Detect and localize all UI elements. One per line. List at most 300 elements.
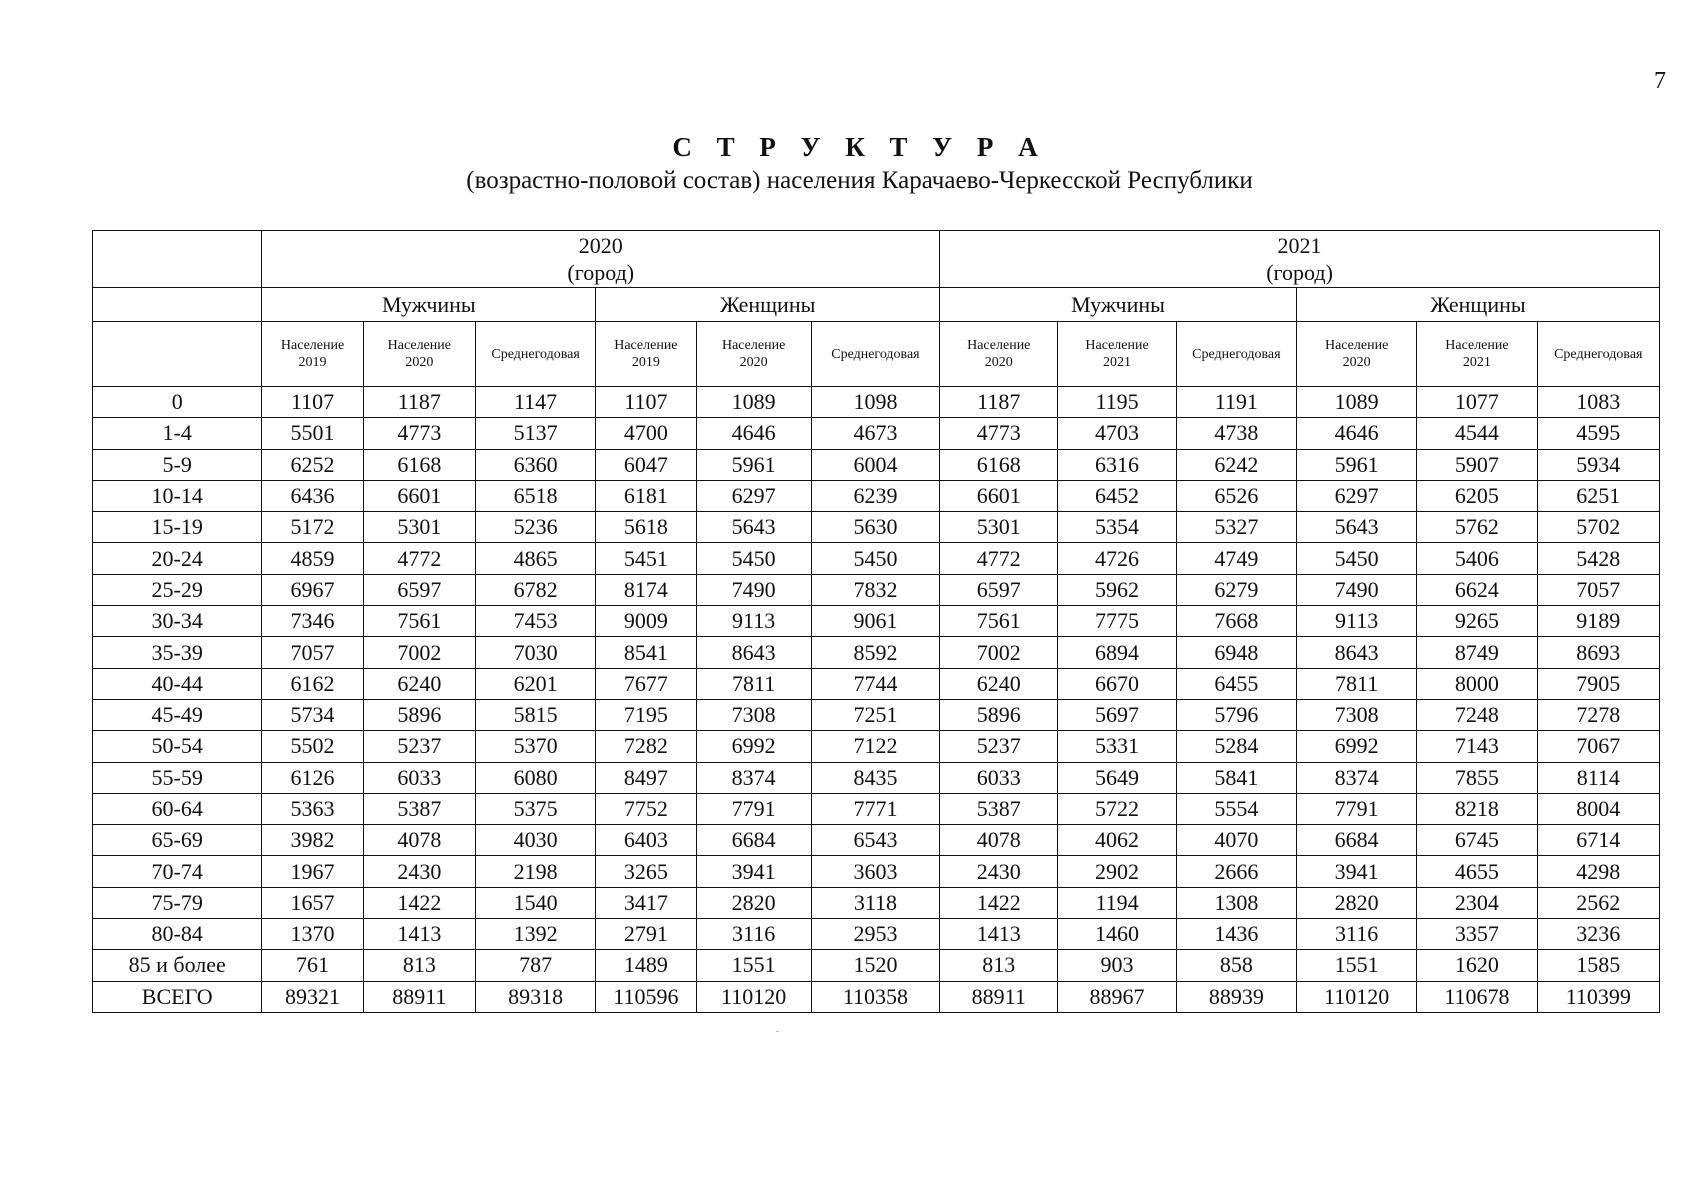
value-cell: 1551: [1296, 950, 1416, 981]
table-row: [93, 449, 1660, 480]
table-row: [93, 731, 1660, 762]
value-cell: 6992: [1296, 731, 1416, 762]
value-cell: 2953: [811, 919, 939, 950]
table-row: [93, 480, 1660, 511]
subheader-label: Среднегодовая: [831, 346, 920, 362]
value-cell: 1585: [1537, 950, 1659, 981]
table-row: [93, 825, 1660, 856]
column-subheader: [696, 322, 811, 387]
value-cell: 110399: [1537, 981, 1659, 1012]
column-subheader: [1296, 322, 1416, 387]
year-label: 2020: [578, 233, 623, 258]
table-row: [93, 574, 1660, 605]
value-cell: 1489: [596, 950, 696, 981]
age-group-cell: 20-24: [93, 543, 262, 574]
table-row: [93, 981, 1660, 1012]
value-cell: 4772: [940, 543, 1058, 574]
value-cell: 2430: [363, 856, 475, 887]
value-cell: 6782: [475, 574, 595, 605]
value-cell: 9009: [596, 606, 696, 637]
value-cell: 6436: [262, 480, 363, 511]
sex-header-men-2021: Мужчины: [940, 288, 1297, 322]
value-cell: 1620: [1417, 950, 1537, 981]
value-cell: 1098: [811, 387, 939, 418]
value-cell: 1551: [696, 950, 811, 981]
year-header-row: [93, 231, 1660, 288]
value-cell: 1422: [363, 887, 475, 918]
value-cell: 9189: [1537, 606, 1659, 637]
value-cell: 7143: [1417, 731, 1537, 762]
value-cell: 6201: [475, 668, 595, 699]
value-cell: 7775: [1058, 606, 1176, 637]
value-cell: 4655: [1417, 856, 1537, 887]
value-cell: 89318: [475, 981, 595, 1012]
value-cell: 2791: [596, 919, 696, 950]
table-row: [93, 387, 1660, 418]
age-group-cell: 85 и более: [93, 950, 262, 981]
value-cell: 7067: [1537, 731, 1659, 762]
value-cell: 858: [1176, 950, 1296, 981]
value-cell: 88939: [1176, 981, 1296, 1012]
column-subheader: [1417, 322, 1537, 387]
value-cell: 110678: [1417, 981, 1537, 1012]
value-cell: 6126: [262, 762, 363, 793]
table-row: [93, 919, 1660, 950]
age-group-cell: 70-74: [93, 856, 262, 887]
value-cell: 8218: [1417, 793, 1537, 824]
value-cell: 1147: [475, 387, 595, 418]
value-cell: 1413: [940, 919, 1058, 950]
value-cell: 7122: [811, 731, 939, 762]
subheader-label: Население: [280, 338, 345, 353]
value-cell: 4078: [940, 825, 1058, 856]
value-cell: 8643: [696, 637, 811, 668]
age-group-cell: 10-14: [93, 480, 262, 511]
value-cell: 6714: [1537, 825, 1659, 856]
table-row: [93, 637, 1660, 668]
value-cell: 5815: [475, 699, 595, 730]
value-cell: 8592: [811, 637, 939, 668]
value-cell: 6297: [1296, 480, 1416, 511]
value-cell: 6543: [811, 825, 939, 856]
value-cell: 1077: [1417, 387, 1537, 418]
value-cell: 6168: [940, 449, 1058, 480]
value-cell: 3941: [696, 856, 811, 887]
value-cell: 5618: [596, 512, 696, 543]
value-cell: 5375: [475, 793, 595, 824]
value-cell: 88911: [940, 981, 1058, 1012]
age-group-cell: 0: [93, 387, 262, 418]
value-cell: 110596: [596, 981, 696, 1012]
value-cell: 7832: [811, 574, 939, 605]
value-cell: 8000: [1417, 668, 1537, 699]
value-cell: 7030: [475, 637, 595, 668]
value-cell: 2304: [1417, 887, 1537, 918]
value-cell: 7668: [1176, 606, 1296, 637]
value-cell: 7282: [596, 731, 696, 762]
value-cell: 88967: [1058, 981, 1176, 1012]
subheader-label: Население: [387, 338, 451, 353]
value-cell: 6240: [363, 668, 475, 699]
subheader-label: Среднегодовая: [491, 346, 580, 362]
value-cell: 5643: [1296, 512, 1416, 543]
value-cell: 5841: [1176, 762, 1296, 793]
value-cell: 7677: [596, 668, 696, 699]
value-cell: 6279: [1176, 574, 1296, 605]
value-cell: 8114: [1537, 762, 1659, 793]
value-cell: 5428: [1537, 543, 1659, 574]
value-cell: 6242: [1176, 449, 1296, 480]
value-cell: 2198: [475, 856, 595, 887]
value-cell: 6047: [596, 449, 696, 480]
year-note: (город): [1266, 260, 1333, 285]
value-cell: 5934: [1537, 449, 1659, 480]
value-cell: 5643: [696, 512, 811, 543]
value-cell: 4544: [1417, 418, 1537, 449]
value-cell: 1520: [811, 950, 939, 981]
value-cell: 6239: [811, 480, 939, 511]
value-cell: 3417: [596, 887, 696, 918]
subheader-year: 2020: [405, 355, 434, 370]
column-subheader: [475, 322, 595, 387]
column-subheader: [262, 322, 363, 387]
value-cell: 5961: [696, 449, 811, 480]
value-cell: 7811: [696, 668, 811, 699]
value-cell: 5451: [596, 543, 696, 574]
value-cell: 2902: [1058, 856, 1176, 887]
subheader-label: Население: [721, 338, 786, 353]
subheader-label: Население: [1445, 338, 1509, 353]
value-cell: 5354: [1058, 512, 1176, 543]
subheader-label: Среднегодовая: [1554, 346, 1643, 362]
value-cell: 5501: [262, 418, 363, 449]
age-group-cell: 50-54: [93, 731, 262, 762]
value-cell: 5301: [940, 512, 1058, 543]
value-cell: 9113: [696, 606, 811, 637]
value-cell: 8497: [596, 762, 696, 793]
column-subheader: [1537, 322, 1659, 387]
value-cell: 6670: [1058, 668, 1176, 699]
value-cell: 5331: [1058, 731, 1176, 762]
value-cell: 6316: [1058, 449, 1176, 480]
value-cell: 1392: [475, 919, 595, 950]
value-cell: 4773: [940, 418, 1058, 449]
subheader-year: 2020: [739, 355, 768, 370]
value-cell: 813: [363, 950, 475, 981]
value-cell: 7057: [262, 637, 363, 668]
value-cell: 7453: [475, 606, 595, 637]
value-cell: 2820: [1296, 887, 1416, 918]
value-cell: 6168: [363, 449, 475, 480]
value-cell: 1422: [940, 887, 1058, 918]
value-cell: 5734: [262, 699, 363, 730]
value-cell: 7278: [1537, 699, 1659, 730]
value-cell: 5502: [262, 731, 363, 762]
age-group-cell: 40-44: [93, 668, 262, 699]
column-subheader: [1058, 322, 1176, 387]
corner-cell: [93, 231, 262, 288]
value-cell: 6518: [475, 480, 595, 511]
value-cell: 4298: [1537, 856, 1659, 887]
year-note: (город): [567, 260, 635, 285]
age-group-cell: 80-84: [93, 919, 262, 950]
sex-header-women-2020: Женщины: [596, 288, 940, 322]
value-cell: 4772: [363, 543, 475, 574]
subheader-label: Население: [967, 338, 1031, 353]
table-row: [93, 606, 1660, 637]
value-cell: 5961: [1296, 449, 1416, 480]
value-cell: 6526: [1176, 480, 1296, 511]
value-cell: 1657: [262, 887, 363, 918]
subheader-year: 2019: [298, 355, 327, 370]
value-cell: 6967: [262, 574, 363, 605]
value-cell: 6992: [696, 731, 811, 762]
value-cell: 5630: [811, 512, 939, 543]
value-cell: 8004: [1537, 793, 1659, 824]
value-cell: 5237: [940, 731, 1058, 762]
age-group-cell: 1-4: [93, 418, 262, 449]
subheader-label: Население: [1085, 338, 1149, 353]
value-cell: 7308: [696, 699, 811, 730]
empty-cell: [93, 288, 262, 322]
value-cell: 4738: [1176, 418, 1296, 449]
age-group-cell: 55-59: [93, 762, 262, 793]
value-cell: 110358: [811, 981, 939, 1012]
value-cell: 5406: [1417, 543, 1537, 574]
age-group-cell: 60-64: [93, 793, 262, 824]
value-cell: 4673: [811, 418, 939, 449]
value-cell: 5896: [363, 699, 475, 730]
value-cell: 6297: [696, 480, 811, 511]
value-cell: 6240: [940, 668, 1058, 699]
value-cell: 7346: [262, 606, 363, 637]
value-cell: 3116: [696, 919, 811, 950]
population-structure-table: [92, 230, 1660, 1013]
value-cell: 5896: [940, 699, 1058, 730]
value-cell: 3236: [1537, 919, 1659, 950]
value-cell: 1370: [262, 919, 363, 950]
value-cell: 6452: [1058, 480, 1176, 511]
value-cell: 4700: [596, 418, 696, 449]
value-cell: 7561: [363, 606, 475, 637]
value-cell: 5172: [262, 512, 363, 543]
value-cell: 4726: [1058, 543, 1176, 574]
value-cell: 2430: [940, 856, 1058, 887]
value-cell: 6033: [940, 762, 1058, 793]
value-cell: 7195: [596, 699, 696, 730]
age-group-cell: 65-69: [93, 825, 262, 856]
subheader-year: 2019: [631, 355, 660, 370]
value-cell: 4865: [475, 543, 595, 574]
age-group-cell: 25-29: [93, 574, 262, 605]
value-cell: 7855: [1417, 762, 1537, 793]
value-cell: 1413: [363, 919, 475, 950]
value-cell: 4646: [696, 418, 811, 449]
subheader-year: 2021: [1462, 355, 1491, 370]
year-header-2020: [262, 231, 940, 288]
value-cell: 5907: [1417, 449, 1537, 480]
value-cell: 6948: [1176, 637, 1296, 668]
value-cell: 5370: [475, 731, 595, 762]
value-cell: 4703: [1058, 418, 1176, 449]
value-cell: 2820: [696, 887, 811, 918]
sex-header-row: [93, 288, 1660, 322]
year-label: 2021: [1277, 233, 1322, 258]
value-cell: 1089: [1296, 387, 1416, 418]
value-cell: 5363: [262, 793, 363, 824]
value-cell: 6004: [811, 449, 939, 480]
value-cell: 6597: [363, 574, 475, 605]
value-cell: 2666: [1176, 856, 1296, 887]
value-cell: 1195: [1058, 387, 1176, 418]
value-cell: 3265: [596, 856, 696, 887]
column-subheader: [811, 322, 939, 387]
subheader-label: Население: [614, 338, 678, 353]
value-cell: 1540: [475, 887, 595, 918]
value-cell: 5450: [811, 543, 939, 574]
value-cell: 4646: [1296, 418, 1416, 449]
value-cell: 5301: [363, 512, 475, 543]
value-cell: 7251: [811, 699, 939, 730]
scan-artifact: [776, 1031, 779, 1032]
value-cell: 8374: [696, 762, 811, 793]
value-cell: 7248: [1417, 699, 1537, 730]
column-subheader: [363, 322, 475, 387]
value-cell: 5284: [1176, 731, 1296, 762]
value-cell: 1083: [1537, 387, 1659, 418]
value-cell: 5450: [1296, 543, 1416, 574]
value-cell: 6181: [596, 480, 696, 511]
value-cell: 3357: [1417, 919, 1537, 950]
value-cell: 5554: [1176, 793, 1296, 824]
column-subheader: [596, 322, 696, 387]
value-cell: 1107: [596, 387, 696, 418]
value-cell: 7490: [1296, 574, 1416, 605]
table-row: [93, 512, 1660, 543]
value-cell: 6601: [363, 480, 475, 511]
value-cell: 1187: [940, 387, 1058, 418]
value-cell: 7002: [940, 637, 1058, 668]
value-cell: 1308: [1176, 887, 1296, 918]
value-cell: 5137: [475, 418, 595, 449]
value-cell: 7752: [596, 793, 696, 824]
value-cell: 110120: [1296, 981, 1416, 1012]
age-group-cell: 30-34: [93, 606, 262, 637]
value-cell: 8374: [1296, 762, 1416, 793]
table-row: [93, 856, 1660, 887]
value-cell: 5697: [1058, 699, 1176, 730]
value-cell: 7905: [1537, 668, 1659, 699]
value-cell: 6894: [1058, 637, 1176, 668]
table-row: [93, 699, 1660, 730]
value-cell: 761: [262, 950, 363, 981]
value-cell: 2562: [1537, 887, 1659, 918]
value-cell: 4078: [363, 825, 475, 856]
document-title: С Т Р У К Т У Р А: [672, 132, 1047, 162]
age-group-cell: 75-79: [93, 887, 262, 918]
subheader-year: 2021: [1103, 355, 1132, 370]
value-cell: 4070: [1176, 825, 1296, 856]
value-cell: 8693: [1537, 637, 1659, 668]
value-cell: 4749: [1176, 543, 1296, 574]
value-cell: 787: [475, 950, 595, 981]
subheader-year: 2020: [1342, 355, 1371, 370]
table-row: [93, 950, 1660, 981]
year-header-2021: [940, 231, 1660, 288]
value-cell: 5236: [475, 512, 595, 543]
table-row: [93, 418, 1660, 449]
value-cell: 3941: [1296, 856, 1416, 887]
value-cell: 5237: [363, 731, 475, 762]
document-subtitle: (возрастно-половой состав) населения Карачаево-Черкесской Республики: [466, 167, 1253, 194]
value-cell: 7811: [1296, 668, 1416, 699]
page-number: 7: [1654, 68, 1666, 94]
value-cell: 5796: [1176, 699, 1296, 730]
value-cell: 7771: [811, 793, 939, 824]
value-cell: 1187: [363, 387, 475, 418]
value-cell: 6597: [940, 574, 1058, 605]
value-cell: 5649: [1058, 762, 1176, 793]
value-cell: 6624: [1417, 574, 1537, 605]
column-subheader: [1176, 322, 1296, 387]
value-cell: 6252: [262, 449, 363, 480]
value-cell: 6601: [940, 480, 1058, 511]
value-cell: 3116: [1296, 919, 1416, 950]
value-cell: 7791: [696, 793, 811, 824]
value-cell: 813: [940, 950, 1058, 981]
value-cell: 3603: [811, 856, 939, 887]
value-cell: 5962: [1058, 574, 1176, 605]
value-cell: 4773: [363, 418, 475, 449]
value-cell: 6360: [475, 449, 595, 480]
sex-header-men-2020: Мужчины: [262, 288, 596, 322]
value-cell: 7002: [363, 637, 475, 668]
value-cell: 5387: [363, 793, 475, 824]
value-cell: 1089: [696, 387, 811, 418]
value-cell: 6033: [363, 762, 475, 793]
value-cell: 8174: [596, 574, 696, 605]
age-group-cell: 5-9: [93, 449, 262, 480]
value-cell: 88911: [363, 981, 475, 1012]
subheader-year: 2020: [984, 355, 1013, 370]
value-cell: 6403: [596, 825, 696, 856]
value-cell: 8643: [1296, 637, 1416, 668]
empty-cell: [93, 322, 262, 387]
table-row: [93, 668, 1660, 699]
column-subheader: [940, 322, 1058, 387]
value-cell: 1191: [1176, 387, 1296, 418]
value-cell: 8749: [1417, 637, 1537, 668]
subheader-label: Население: [1324, 338, 1389, 353]
value-cell: 5387: [940, 793, 1058, 824]
value-cell: 3982: [262, 825, 363, 856]
value-cell: 9061: [811, 606, 939, 637]
value-cell: 6455: [1176, 668, 1296, 699]
table-row: [93, 762, 1660, 793]
value-cell: 5702: [1537, 512, 1659, 543]
value-cell: 89321: [262, 981, 363, 1012]
value-cell: 1460: [1058, 919, 1176, 950]
value-cell: 8435: [811, 762, 939, 793]
value-cell: 6205: [1417, 480, 1537, 511]
value-cell: 7490: [696, 574, 811, 605]
value-cell: 6684: [696, 825, 811, 856]
value-cell: 5450: [696, 543, 811, 574]
value-cell: 6162: [262, 668, 363, 699]
value-cell: 1194: [1058, 887, 1176, 918]
value-cell: 110120: [696, 981, 811, 1012]
age-group-cell: 15-19: [93, 512, 262, 543]
